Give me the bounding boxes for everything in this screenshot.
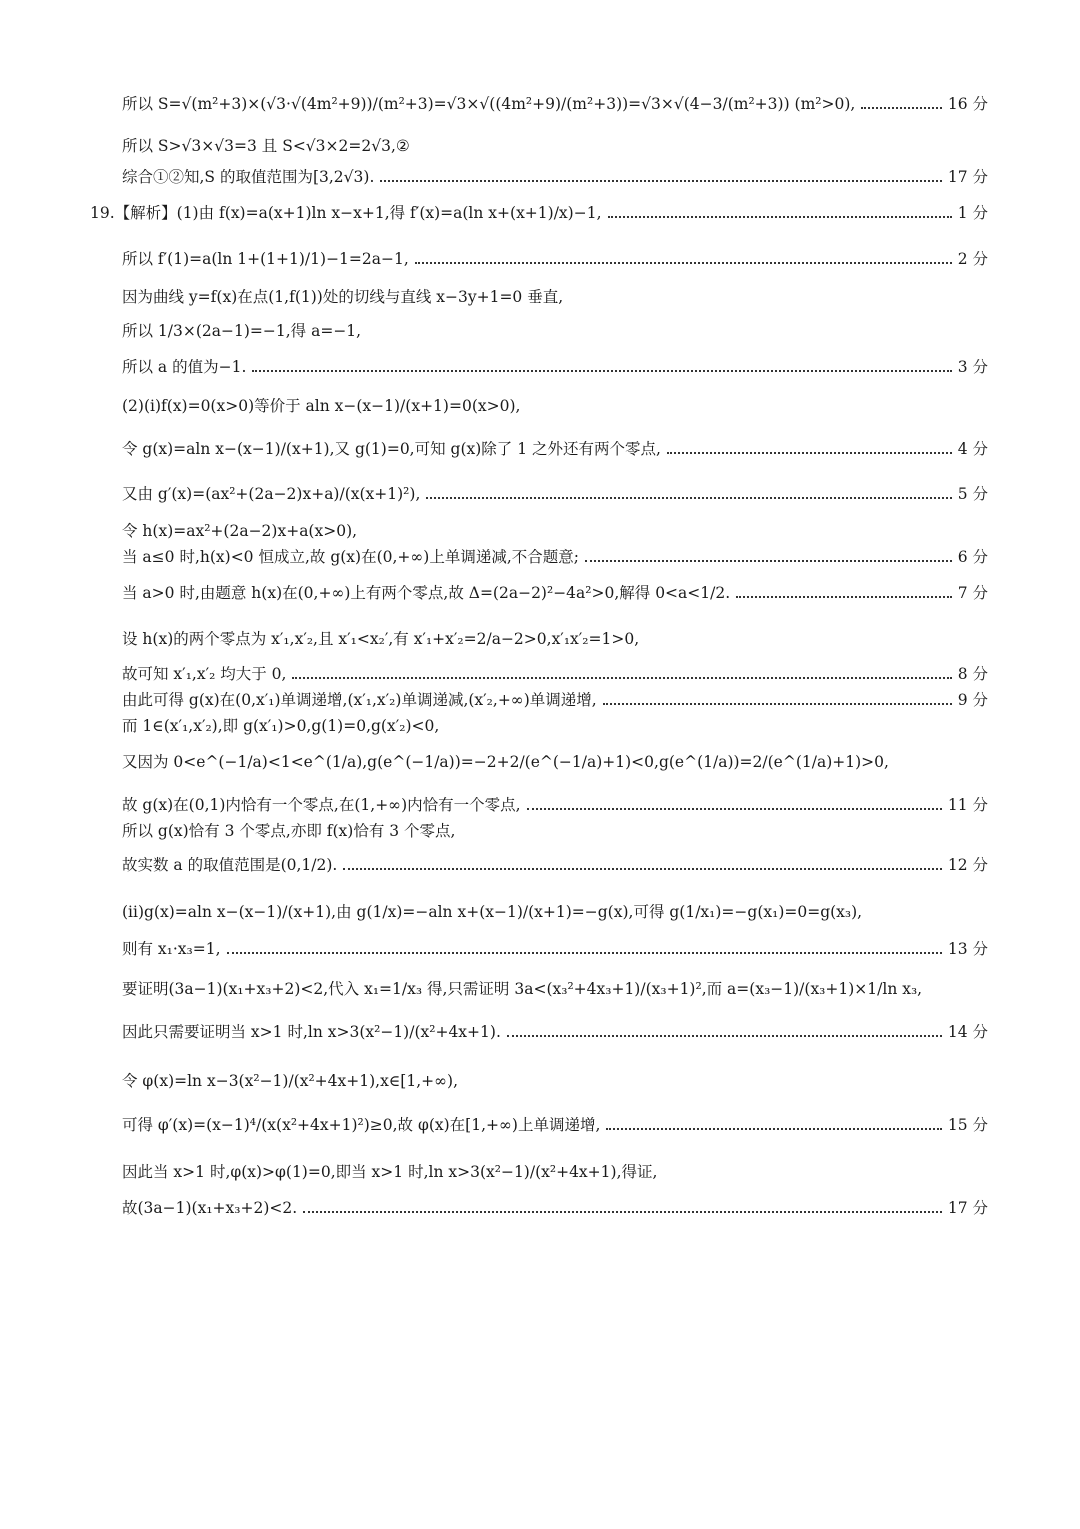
solution-line (122, 137, 988, 156)
line-text: 令 h(x)=ax²+(2a−2)x+a(x>0), (122, 522, 358, 540)
dot-leader (861, 107, 942, 109)
line-text: (2)(ⅰ)f(x)=0(x>0)等价于 aln x−(x−1)/(x+1)=0(x>0), (122, 397, 521, 415)
solution-line (122, 665, 988, 684)
solution-line (122, 440, 988, 459)
score-label: 16 分 (947, 95, 988, 113)
score-label: 2 分 (957, 250, 988, 268)
solution-line (122, 1163, 988, 1182)
solution-line (122, 980, 988, 999)
score-label: 8 分 (957, 665, 988, 683)
line-text: 所以 1/3×(2a−1)=−1,得 a=−1, (122, 322, 362, 340)
line-text: 又因为 0<e^(−1/a)<1<e^(1/a),g(e^(−1/a))=−2+2/(e^(−1/a)+1)<0,g(e^(1/a))=2/(e^(1/a)+1)>0, (122, 753, 889, 771)
dot-leader (603, 703, 952, 705)
line-text: 则有 x₁·x₃=1, (122, 940, 221, 958)
dot-leader (608, 216, 952, 218)
line-text: 所以 g(x)恰有 3 个零点,亦即 f(x)恰有 3 个零点, (122, 822, 456, 840)
solution-line (122, 584, 988, 603)
dot-leader (252, 370, 951, 372)
solution-line (122, 691, 988, 710)
score-label: 6 分 (957, 548, 988, 566)
solution-line (122, 168, 988, 187)
line-text: 而 1∈(x′₁,x′₂),即 g(x′₁)>0,g(1)=0,g(x′₂)<0, (122, 717, 440, 735)
line-text: 当 a≤0 时,h(x)<0 恒成立,故 g(x)在(0,+∞)上单调递减,不合题意; (122, 548, 580, 566)
dot-leader (507, 1035, 942, 1037)
line-text: 所以 a 的值为−1. (122, 358, 247, 376)
solution-line (122, 1199, 988, 1218)
line-text: 设 h(x)的两个零点为 x′₁,x′₂,且 x′₁<x₂′,有 x′₁+x′₂=2/a−2>0,x′₁x′₂=1>0, (122, 630, 640, 648)
score-label: 1 分 (957, 204, 988, 222)
line-text: 所以 S=√(m²+3)×(√3·√(4m²+9))/(m²+3)=√3×√((4m²+9)/(m²+3))=√3×√(4−3/(m²+3)) (m²>0), (122, 95, 856, 113)
dot-leader (736, 596, 952, 598)
line-text: 故 g(x)在(0,1)内恰有一个零点,在(1,+∞)内恰有一个零点, (122, 796, 521, 814)
dot-leader (585, 560, 952, 562)
solution-line (122, 753, 988, 772)
score-label: 17 分 (947, 1199, 988, 1217)
line-text: 令 g(x)=aln x−(x−1)/(x+1),又 g(1)=0,可知 g(x)除了 1 之外还有两个零点, (122, 440, 661, 458)
solution-line (122, 485, 988, 504)
solution-line (122, 1023, 988, 1042)
score-label: 4 分 (957, 440, 988, 458)
line-text: 令 φ(x)=ln x−3(x²−1)/(x²+4x+1),x∈[1,+∞), (122, 1072, 459, 1090)
dot-leader (606, 1128, 941, 1130)
score-label: 12 分 (947, 856, 988, 874)
line-text: 19.【解析】(1)由 f(x)=a(x+1)ln x−x+1,得 f′(x)=a(ln x+(x+1)/x)−1, (90, 204, 602, 222)
solution-line (122, 1072, 988, 1091)
solution-line (122, 358, 988, 377)
line-text: 所以 f′(1)=a(ln 1+(1+1)/1)−1=2a−1, (122, 250, 409, 268)
solution-line (122, 1116, 988, 1135)
line-text: 可得 φ′(x)=(x−1)⁴/(x(x²+4x+1)²)≥0,故 φ(x)在[1,+∞)上单调递增, (122, 1116, 601, 1134)
dot-leader (303, 1211, 942, 1213)
score-label: 9 分 (957, 691, 988, 709)
solution-line (122, 288, 988, 307)
dot-leader (292, 677, 951, 679)
solution-line (122, 903, 988, 922)
line-text: 所以 S>√3×√3=3 且 S<√3×2=2√3,② (122, 137, 410, 155)
dot-leader (380, 180, 941, 182)
line-text: 因此当 x>1 时,φ(x)>φ(1)=0,即当 x>1 时,ln x>3(x²−1)/(x²+4x+1),得证, (122, 1163, 658, 1181)
line-text: 因此只需要证明当 x>1 时,ln x>3(x²−1)/(x²+4x+1). (122, 1023, 501, 1041)
line-text: 又由 g′(x)=(ax²+(2a−2)x+a)/(x(x+1)²), (122, 485, 421, 503)
score-label: 7 分 (957, 584, 988, 602)
dot-leader (527, 808, 942, 810)
solution-line (122, 856, 988, 875)
score-label: 3 分 (957, 358, 988, 376)
line-text: 当 a>0 时,由题意 h(x)在(0,+∞)上有两个零点,故 Δ=(2a−2)²−4a²>0,解得 0<a<1/2. (122, 584, 731, 602)
solution-line (122, 796, 988, 815)
dot-leader (227, 952, 942, 954)
solution-line (122, 822, 988, 841)
line-text: 要证明(3a−1)(x₁+x₃+2)<2,代入 x₁=1/x₃ 得,只需证明 3a<(x₃²+4x₃+1)/(x₃+1)²,而 a=(x₃−1)/(x₃+1)×1/ln x₃, (122, 980, 923, 998)
dot-leader (415, 262, 952, 264)
solution-line (122, 717, 988, 736)
dot-leader (343, 868, 941, 870)
solution-line (90, 204, 988, 223)
line-text: 由此可得 g(x)在(0,x′₁)单调递增,(x′₁,x′₂)单调递减,(x′₂,+∞)单调递增, (122, 691, 597, 709)
solution-line (122, 522, 988, 541)
line-text: 因为曲线 y=f(x)在点(1,f(1))处的切线与直线 x−3y+1=0 垂直, (122, 288, 564, 306)
solution-line (122, 95, 988, 114)
dot-leader (426, 497, 951, 499)
line-text: (ⅱ)g(x)=aln x−(x−1)/(x+1),由 g(1/x)=−aln x+(x−1)/(x+1)=−g(x),可得 g(1/x₁)=−g(x₁)=0=g(x₃), (122, 903, 863, 921)
score-label: 5 分 (957, 485, 988, 503)
solution-line (122, 548, 988, 567)
score-label: 14 分 (947, 1023, 988, 1041)
solution-line (122, 322, 988, 341)
dot-leader (667, 452, 952, 454)
line-text: 故可知 x′₁,x′₂ 均大于 0, (122, 665, 287, 683)
line-text: 故(3a−1)(x₁+x₃+2)<2. (122, 1199, 298, 1217)
score-label: 11 分 (947, 796, 988, 814)
score-label: 17 分 (947, 168, 988, 186)
solution-line (122, 250, 988, 269)
solution-line (122, 630, 988, 649)
line-text: 故实数 a 的取值范围是(0,1/2). (122, 856, 338, 874)
line-text: 综合①②知,S 的取值范围为[3,2√3). (122, 168, 375, 186)
solution-line (122, 397, 988, 416)
score-label: 13 分 (947, 940, 988, 958)
score-label: 15 分 (947, 1116, 988, 1134)
solution-line (122, 940, 988, 959)
